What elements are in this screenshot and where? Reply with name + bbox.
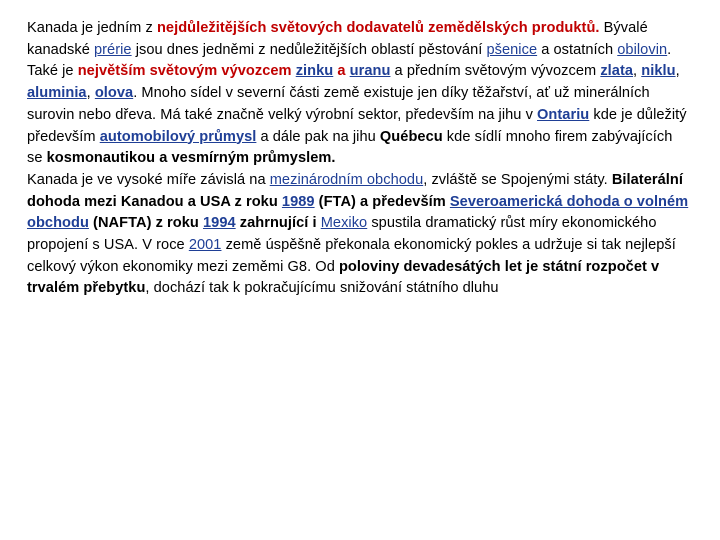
text: , zvláště se Spojenými státy. bbox=[423, 171, 612, 188]
link-psenice[interactable]: pšenice bbox=[486, 41, 538, 58]
document-body bbox=[27, 18, 691, 300]
link-zinku[interactable]: zinku bbox=[295, 63, 334, 80]
emphasis-aerospace: kosmonautikou a vesmírným průmyslem. bbox=[46, 150, 336, 167]
link-uranu[interactable]: uranu bbox=[349, 63, 391, 80]
link-zlata[interactable]: zlata bbox=[600, 63, 634, 80]
text: , bbox=[675, 63, 680, 80]
link-aluminia[interactable]: aluminia bbox=[27, 85, 87, 102]
emphasis-exporter: největším světovým vývozcem bbox=[77, 63, 296, 80]
link-2001[interactable]: 2001 bbox=[188, 237, 222, 254]
text: a dále pak na jihu bbox=[256, 128, 380, 145]
link-mezinarodni-obchod[interactable]: mezinárodním obchodu bbox=[269, 171, 424, 188]
text: spustila dramatický růst míry ekonomického propojení s USA. V roce bbox=[27, 215, 657, 254]
text: kde sídlí mnoho firem zabývajících se bbox=[27, 128, 673, 167]
emphasis-nafta-abbr: (NAFTA) z roku bbox=[88, 215, 203, 232]
text: Kanada je jedním z bbox=[27, 20, 157, 36]
emphasis-quebec: Québecu bbox=[379, 128, 443, 145]
text: kde je důležitý především bbox=[27, 106, 687, 145]
emphasis-budget-surplus: poloviny devadesátých let je státní rozpočet v trvalém přebytku bbox=[27, 258, 660, 297]
link-obilovin[interactable]: obilovin bbox=[617, 41, 668, 58]
text: Kanada je ve vysoké míře závislá na bbox=[27, 171, 270, 188]
paragraph-agriculture-mining bbox=[27, 18, 691, 170]
link-automobilovy-prumysl[interactable]: automobilový průmysl bbox=[99, 128, 257, 145]
link-prerie[interactable]: prérie bbox=[93, 41, 132, 58]
emphasis-fta: Bilaterální dohoda mezi Kanadou a USA z roku bbox=[27, 171, 683, 210]
link-niklu[interactable]: niklu bbox=[641, 63, 676, 80]
link-mexiko[interactable]: Mexiko bbox=[320, 215, 368, 232]
link-ontariu[interactable]: Ontariu bbox=[537, 106, 590, 123]
link-1989[interactable]: 1989 bbox=[281, 193, 315, 210]
text: jsou dnes jedněmi z nedůležitějších oblastí pěstování bbox=[131, 41, 487, 58]
emphasis-agriculture: nejdůležitějších světových dodavatelů zemědělských produktů. bbox=[156, 20, 600, 36]
emphasis-fta-abbr: (FTA) a především bbox=[314, 193, 450, 210]
paragraph-trade bbox=[27, 170, 691, 300]
text: , dochází tak k pokračujícímu snižování státního dluhu bbox=[145, 280, 499, 297]
text: , bbox=[86, 85, 95, 102]
text: země úspěšně překonala ekonomický pokles a udržuje si tak nejlepší celkový výkon ekonomiky mezi zeměmi G8. Od bbox=[27, 237, 676, 275]
emphasis-and: a bbox=[333, 63, 350, 80]
link-nafta[interactable]: Severoamerická dohoda o volném obchodu bbox=[27, 193, 689, 232]
text: a ostatních bbox=[537, 41, 618, 58]
text: Bývalé kanadské bbox=[27, 20, 648, 58]
text: , bbox=[633, 63, 642, 80]
text: a předním světovým vývozcem bbox=[390, 63, 601, 80]
emphasis-including: zahrnující i bbox=[235, 215, 321, 232]
text: . Mnoho sídel v severní části země existuje jen díky těžařství, ať už minerálních surovin nebo dřeva. Má také značně velký výrobní sektor, především na jihu v bbox=[27, 85, 650, 123]
link-olova[interactable]: olova bbox=[94, 85, 134, 102]
text: . Také je bbox=[27, 41, 672, 80]
link-1994[interactable]: 1994 bbox=[202, 215, 236, 232]
